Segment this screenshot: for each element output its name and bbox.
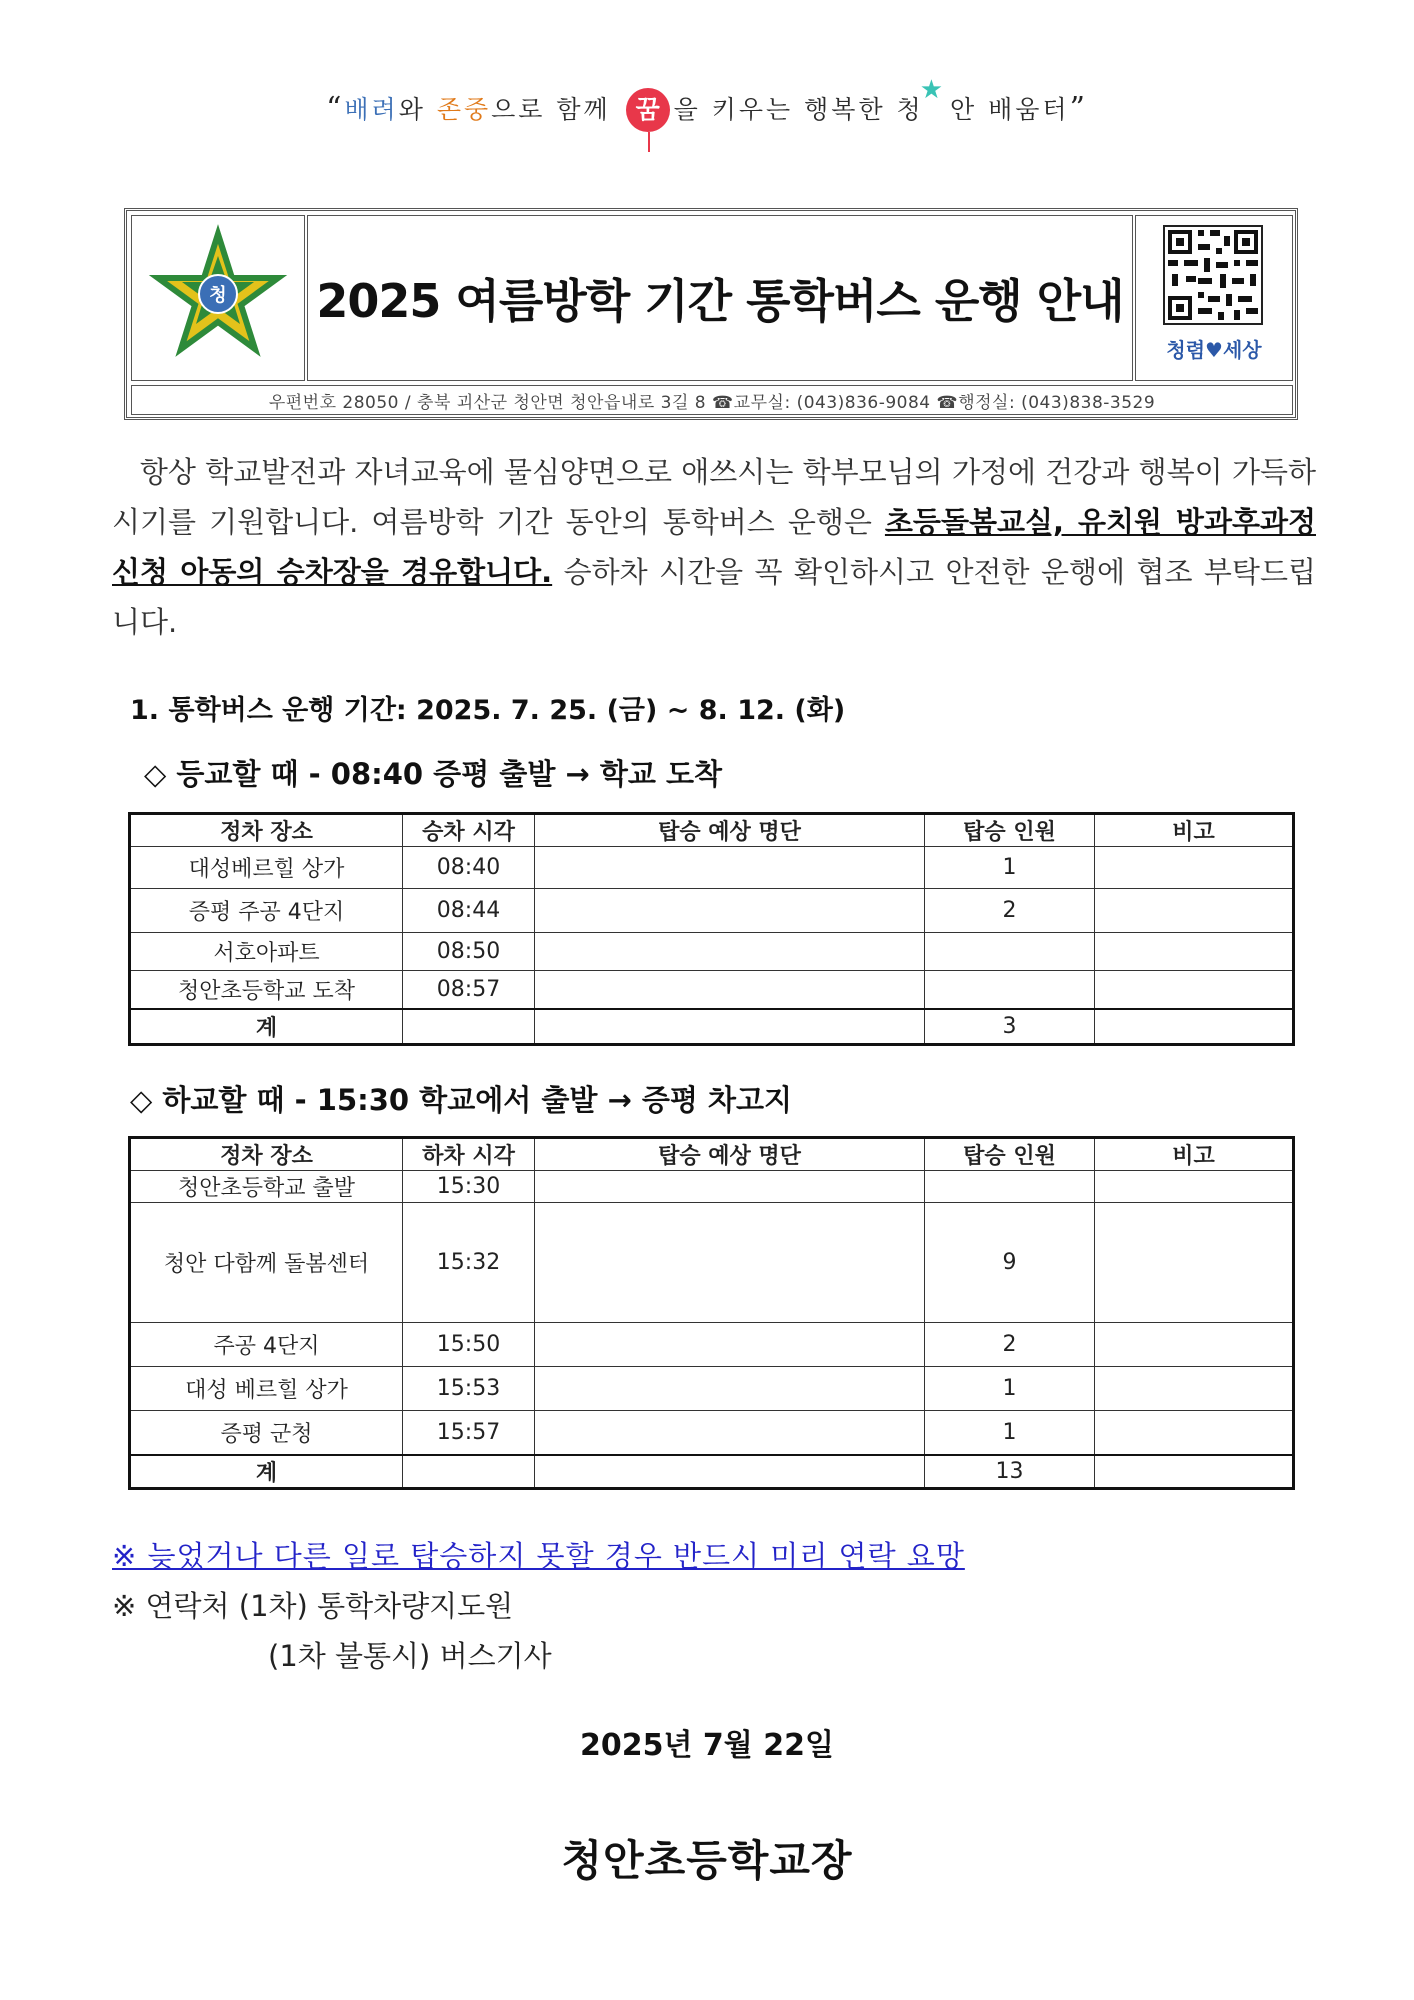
slogan-open-quote: “	[326, 91, 345, 126]
col-header-count: 탑승 인원	[925, 1138, 1095, 1171]
table-header-row	[130, 1138, 1294, 1171]
col-header-note: 비고	[1095, 814, 1294, 847]
names-cell	[535, 1455, 925, 1489]
col-header-time: 승차 시각	[403, 814, 535, 847]
time-cell: 15:57	[403, 1411, 535, 1455]
late-notice: ※ 늦었거나 다른 일로 탑승하지 못할 경우 반드시 미리 연락 요망	[112, 1539, 965, 1573]
col-header-note: 비고	[1095, 1138, 1294, 1171]
qr-code-icon[interactable]	[1136, 216, 1292, 328]
signer: 청안초등학교장	[561, 1836, 853, 1885]
stop-cell: 대성 베르힐 상가	[130, 1367, 403, 1411]
count-cell: 1	[925, 1411, 1095, 1455]
total-row	[130, 1009, 1294, 1045]
note-cell	[1095, 847, 1294, 889]
school-emblem	[131, 215, 305, 381]
morning-schedule-table	[128, 812, 1295, 1046]
count-cell: 2	[925, 1323, 1095, 1367]
emblem-text: 청	[209, 285, 227, 306]
intro-emphasis: 초등돌봄교실, 유치원 방과후과정 신청 아동의 승차장을 경유합니다.	[112, 505, 1316, 589]
note-cell	[1095, 889, 1294, 933]
total-count: 13	[925, 1455, 1095, 1489]
slogan-part-2: 와	[398, 95, 426, 124]
stop-cell: 청안초등학교 출발	[130, 1171, 403, 1203]
star-icon: ★	[919, 75, 947, 105]
names-cell	[535, 1323, 925, 1367]
count-cell	[925, 971, 1095, 1009]
time-cell: 08:44	[403, 889, 535, 933]
names-cell	[535, 1171, 925, 1203]
table-row	[130, 889, 1294, 933]
qr-cell	[1135, 215, 1293, 381]
note-cell	[1095, 933, 1294, 971]
table-row	[130, 1367, 1294, 1411]
time-cell: 15:50	[403, 1323, 535, 1367]
time-cell: 15:53	[403, 1367, 535, 1411]
note-cell	[1095, 1455, 1294, 1489]
table-row	[130, 1171, 1294, 1203]
col-header-time: 하차 시각	[403, 1138, 535, 1171]
table-header-row	[130, 814, 1294, 847]
count-cell: 1	[925, 1367, 1095, 1411]
slogan-part-3: 존중	[436, 95, 492, 124]
note-cell	[1095, 1009, 1294, 1045]
stop-cell: 대성베르힐 상가	[130, 847, 403, 889]
time-cell	[403, 1455, 535, 1489]
names-cell	[535, 847, 925, 889]
intro-text-2: 승하차 시간을 꼭 확인하시고 안전한 운행에 협조 부탁드립니다.	[112, 555, 1316, 639]
count-cell: 1	[925, 847, 1095, 889]
names-cell	[535, 933, 925, 971]
integrity-brand-logo: 청렴♥세상	[1166, 338, 1262, 362]
slogan	[0, 75, 1414, 138]
col-header-count: 탑승 인원	[925, 814, 1095, 847]
table-row	[130, 1203, 1294, 1323]
table-row	[130, 933, 1294, 971]
title-cell	[307, 215, 1133, 381]
slogan-part-1: 배려	[344, 95, 399, 124]
stop-cell: 서호아파트	[130, 933, 403, 971]
col-header-names: 탑승 예상 명단	[535, 1138, 925, 1171]
note-cell	[1095, 1171, 1294, 1203]
total-label: 계	[130, 1455, 403, 1489]
count-cell: 2	[925, 889, 1095, 933]
col-header-stop: 정차 장소	[130, 1138, 403, 1171]
stop-cell: 증평 군청	[130, 1411, 403, 1455]
note-cell	[1095, 971, 1294, 1009]
names-cell	[535, 1203, 925, 1323]
header-box	[124, 208, 1298, 420]
note-cell	[1095, 1367, 1294, 1411]
count-cell: 9	[925, 1203, 1095, 1323]
col-header-stop: 정차 장소	[130, 814, 403, 847]
names-cell	[535, 1009, 925, 1045]
table-row	[130, 847, 1294, 889]
slogan-part-6: 안 배움터	[950, 95, 1070, 124]
contact-primary: ※ 연락처 (1차) 통학차량지도원	[112, 1589, 514, 1623]
col-header-names: 탑승 예상 명단	[535, 814, 925, 847]
stop-cell: 증평 주공 4단지	[130, 889, 403, 933]
time-cell: 15:30	[403, 1171, 535, 1203]
count-cell	[925, 933, 1095, 971]
slogan-part-5: 을 키우는 행복한 청	[673, 95, 924, 124]
operation-period: 1. 통학버스 운행 기간: 2025. 7. 25. (금) ~ 8. 12. (화)	[130, 695, 846, 726]
time-cell	[403, 1009, 535, 1045]
dream-balloon-icon: 꿈	[626, 88, 670, 132]
morning-heading: ◇ 등교할 때 - 08:40 증평 출발 → 학교 도착	[144, 757, 722, 791]
time-cell: 08:40	[403, 847, 535, 889]
contact-secondary: (1차 불통시) 버스기사	[268, 1639, 552, 1673]
school-address: 우편번호 28050 / 충북 괴산군 청안면 청안읍내로 3길 8 ☎교무실: (043)836-9084 ☎행정실: (043)838-3529	[131, 385, 1293, 415]
time-cell: 15:32	[403, 1203, 535, 1323]
table-row	[130, 971, 1294, 1009]
intro-text-1: 항상 학교발전과 자녀교육에 물심양면으로 애쓰시는 학부모님의 가정에 건강과 행복이 가득하시기를 기원합니다. 여름방학 기간 동안의 통학버스 운행은	[112, 455, 1317, 539]
note-cell	[1095, 1411, 1294, 1455]
names-cell	[535, 1411, 925, 1455]
afternoon-heading: ◇ 하교할 때 - 15:30 학교에서 출발 → 증평 차고지	[130, 1083, 793, 1117]
total-label: 계	[130, 1009, 403, 1045]
time-cell: 08:57	[403, 971, 535, 1009]
names-cell	[535, 971, 925, 1009]
note-cell	[1095, 1323, 1294, 1367]
school-emblem-icon	[132, 216, 304, 380]
intro-paragraph	[112, 447, 1316, 647]
stop-cell: 청안초등학교 도착	[130, 971, 403, 1009]
slogan-part-4: 으로 함께	[491, 95, 611, 124]
names-cell	[535, 1367, 925, 1411]
names-cell	[535, 889, 925, 933]
total-count: 3	[925, 1009, 1095, 1045]
slogan-close-quote: ”	[1069, 91, 1088, 126]
time-cell: 08:50	[403, 933, 535, 971]
count-cell	[925, 1171, 1095, 1203]
afternoon-schedule-table	[128, 1136, 1295, 1490]
table-row	[130, 1411, 1294, 1455]
stop-cell: 주공 4단지	[130, 1323, 403, 1367]
note-cell	[1095, 1203, 1294, 1323]
stop-cell: 청안 다함께 돌봄센터	[130, 1203, 403, 1323]
table-row	[130, 1323, 1294, 1367]
page-title: 2025 여름방학 기간 통학버스 운행 안내	[316, 274, 1124, 328]
document-date: 2025년 7월 22일	[580, 1728, 834, 1763]
total-row	[130, 1455, 1294, 1489]
